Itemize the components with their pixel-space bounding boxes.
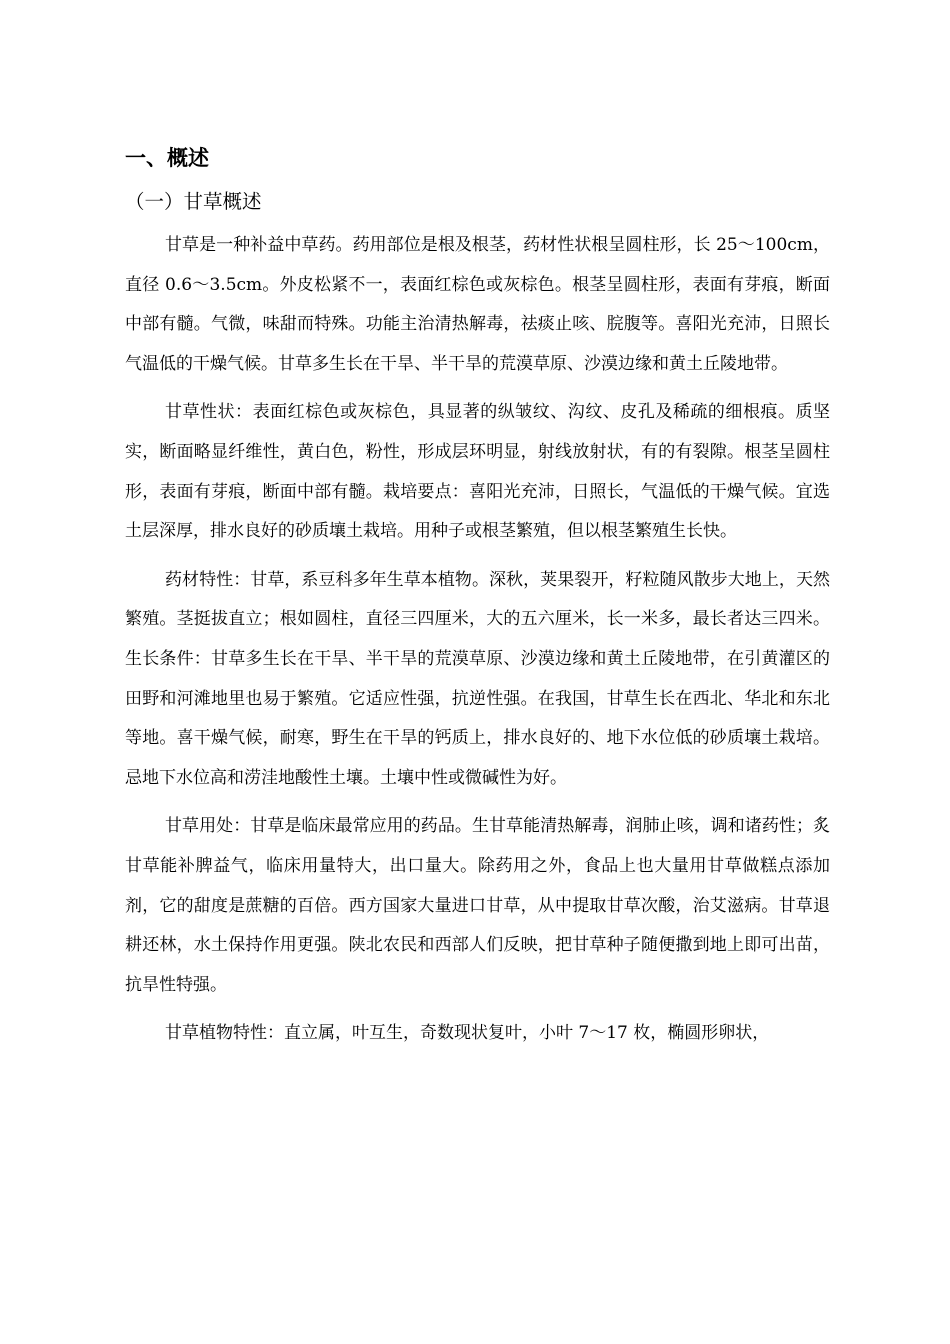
paragraph-overview: 甘草是一种补益中草药。药用部位是根及根茎，药材性状根呈圆柱形，长 25～100cm，直径 0.6～3.5cm。外皮松紧不一，表面红棕色或灰棕色。根茎呈圆柱形，表面有芽痕，断面中部有髓。气微，味甜而特殊。功能主治清热解毒，祛痰止咳、脘腹等。喜阳光充沛，日照长气温低的干燥气候。甘草多生长在干旱、半干旱的荒漠草原、沙漠边缘和黄土丘陵地带。 (125, 235, 830, 374)
document-body (125, 226, 830, 1063)
subsection-heading: （一）甘草概述 (125, 190, 262, 213)
section-heading: 一、概述 (125, 146, 209, 170)
paragraph-properties: 甘草性状：表面红棕色或灰棕色，具显著的纵皱纹、沟纹、皮孔及稀疏的细根痕。质坚实，断面略显纤维性，黄白色，粉性，形成层环明显，射线放射状，有的有裂隙。根茎呈圆柱形，表面有芽痕，断面中部有髓。栽培要点：喜阳光充沛，日照长，气温低的干燥气候。宜选土层深厚，排水良好的砂质壤土栽培。用种子或根茎繁殖，但以根茎繁殖生长快。 (125, 402, 830, 542)
paragraph-uses: 甘草用处：甘草是临床最常应用的药品。生甘草能清热解毒，润肺止咳，调和诸药性；炙甘草能补脾益气，临床用量特大，出口量大。除药用之外，食品上也大量用甘草做糕点添加剂，它的甜度是蔗糖的百倍。西方国家大量进口甘草，从中提取甘草次酸，治艾滋病。甘草退耕还林，水土保持作用更强。陕北农民和西部人们反映，把甘草种子随便撒到地上即可出苗，抗旱性特强。 (125, 816, 830, 995)
paragraph-plant-features: 甘草植物特性：直立属，叶互生，奇数现状复叶，小叶 7～17 枚，椭圆形卵状， (165, 1023, 770, 1044)
paragraph-characteristics: 药材特性：甘草，系豆科多年生草本植物。深秋，荚果裂开，籽粒随风散步大地上，天然繁殖。茎挺拔直立；根如圆柱，直径三四厘米，大的五六厘米，长一米多，最长者达三四米。生长条件：甘草多生长在干旱、半干旱的荒漠草原、沙漠边缘和黄土丘陵地带，在引黄灌区的田野和河滩地里也易于繁殖。它适应性强，抗逆性强。在我国，甘草生长在西北、华北和东北等地。喜干燥气候，耐寒，野生在干旱的钙质上，排水良好的、地下水位低的砂质壤土栽培。忌地下水位高和涝洼地酸性土壤。土壤中性或微碱性为好。 (125, 569, 830, 788)
